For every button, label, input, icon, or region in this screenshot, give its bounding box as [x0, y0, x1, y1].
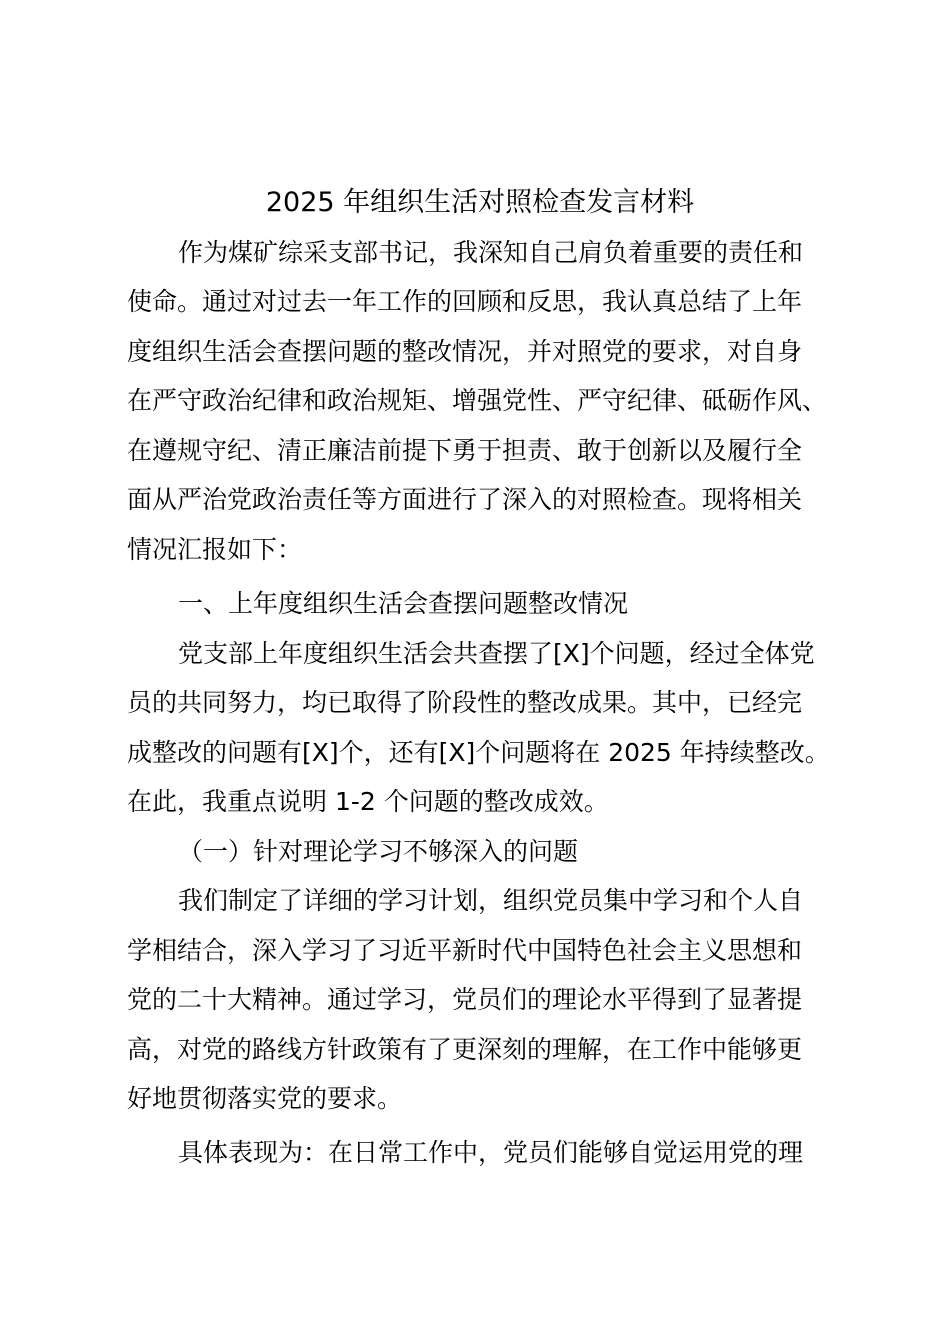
document-title: 2025 年组织生活对照检查发言材料 — [265, 187, 695, 218]
section-heading: 一、上年度组织生活会查摆问题整改情况 — [178, 589, 629, 618]
paragraph-line: 在此，我重点说明 1-2 个问题的整改成效。 — [127, 787, 609, 816]
paragraph-line: 情况汇报如下： — [127, 535, 303, 564]
paragraph-line: 高，对党的路线方针政策有了更深刻的理解，在工作中能够更 — [127, 1035, 803, 1064]
paragraph-line: 好地贯彻落实党的要求。 — [127, 1084, 403, 1113]
paragraph-line: 在严守政治纪律和政治规矩、增强党性、严守纪律、砥砺作风、 — [127, 386, 828, 415]
paragraph-line: 成整改的问题有[X]个，还有[X]个问题将在 2025 年持续整改。 — [127, 738, 830, 767]
paragraph-line: 度组织生活会查摆问题的整改情况，并对照党的要求，对自身 — [127, 337, 803, 366]
paragraph-line: 学相结合，深入学习了习近平新时代中国特色社会主义思想和 — [127, 936, 803, 965]
paragraph-line: 使命。通过对过去一年工作的回顾和反思，我认真总结了上年 — [127, 287, 803, 316]
paragraph-line: 在遵规守纪、清正廉洁前提下勇于担责、敢于创新以及履行全 — [127, 436, 803, 465]
paragraph-line: 员的共同努力，均已取得了阶段性的整改成果。其中，已经完 — [127, 688, 803, 717]
subsection-heading: （一）针对理论学习不够深入的问题 — [178, 837, 579, 866]
paragraph-line: 作为煤矿综采支部书记，我深知自己肩负着重要的责任和 — [178, 238, 804, 267]
paragraph-line: 党支部上年度组织生活会共查摆了[X]个问题，经过全体党 — [178, 639, 815, 668]
paragraph-line: 我们制定了详细的学习计划，组织党员集中学习和个人自 — [178, 886, 804, 915]
paragraph-line: 面从严治党政治责任等方面进行了深入的对照检查。现将相关 — [127, 485, 803, 514]
paragraph-line: 党的二十大精神。通过学习，党员们的理论水平得到了显著提 — [127, 985, 803, 1014]
paragraph-line: 具体表现为：在日常工作中，党员们能够自觉运用党的理 — [178, 1138, 804, 1167]
